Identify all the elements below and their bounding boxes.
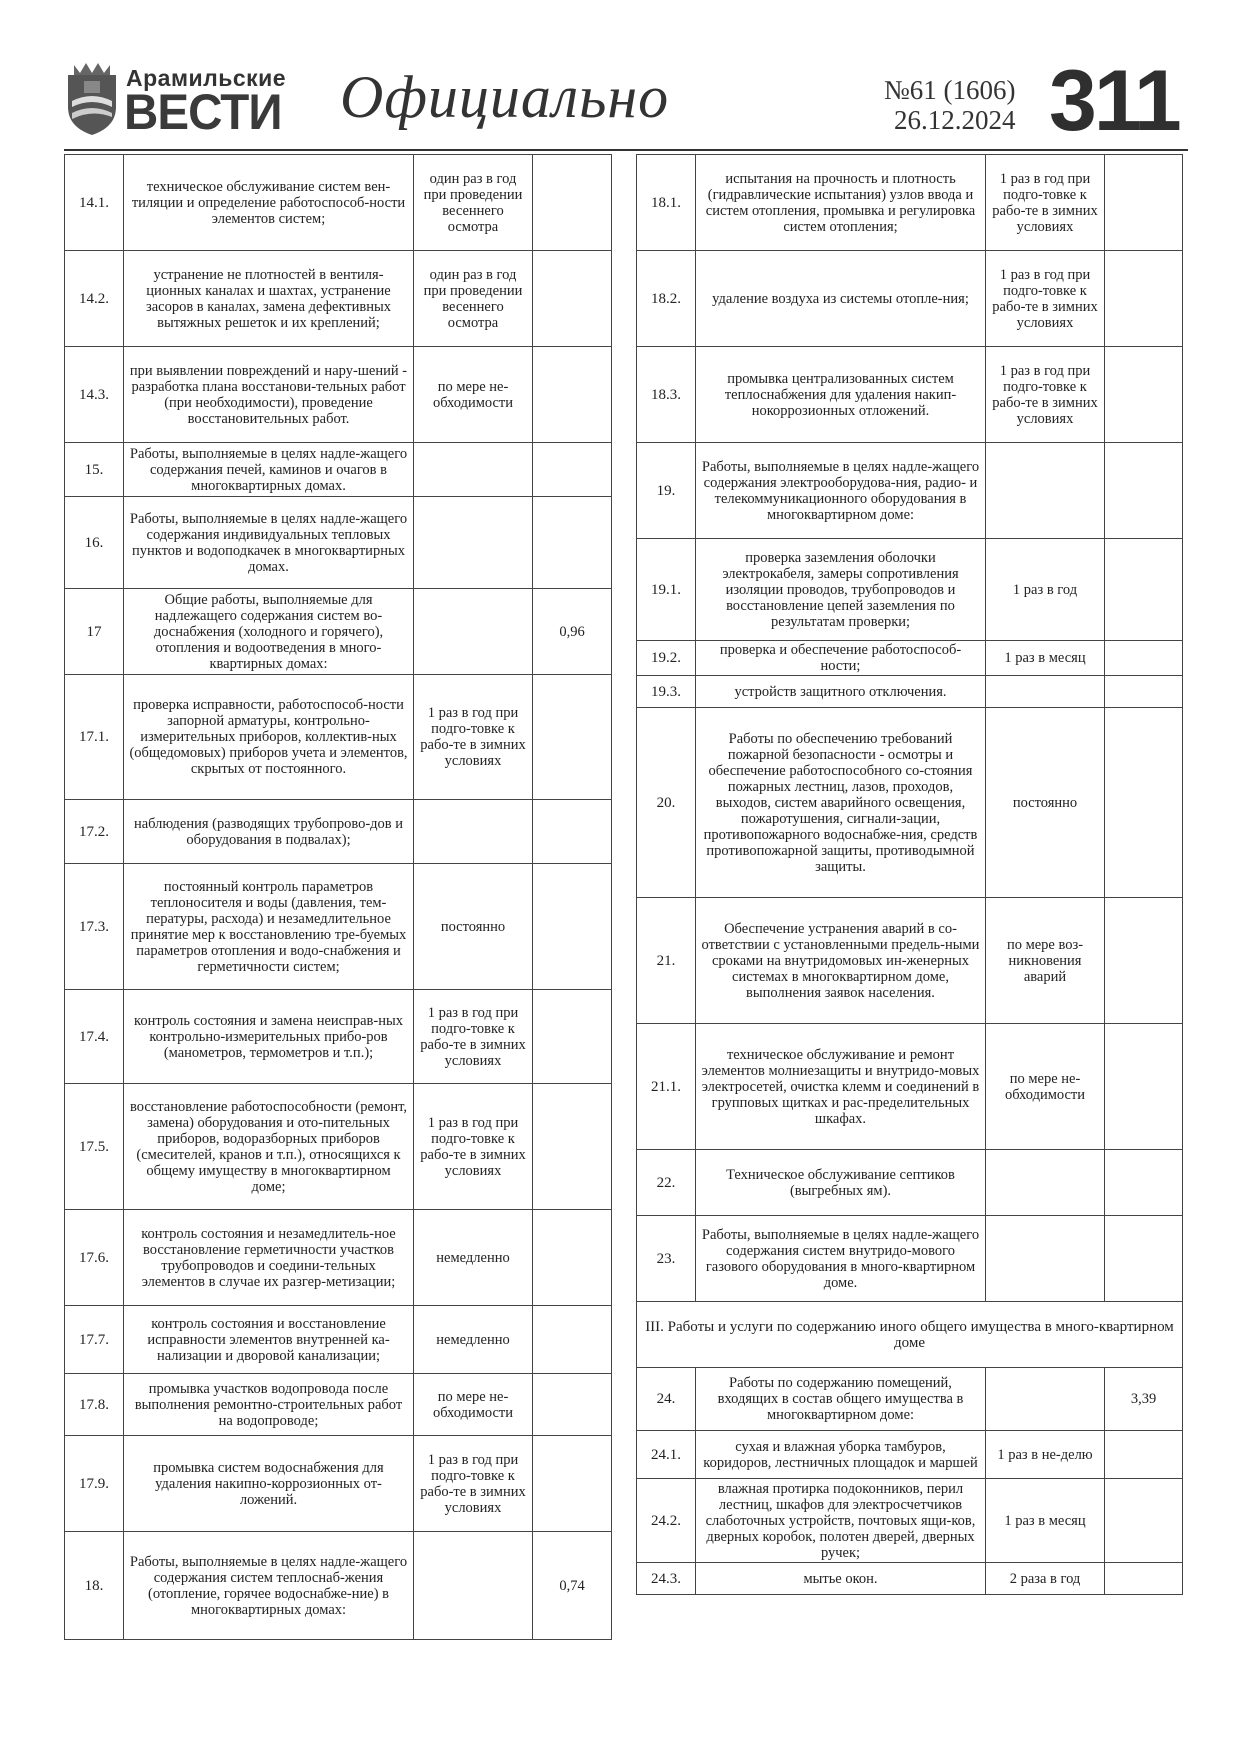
- cell-desc: мытье окон.: [696, 1563, 986, 1595]
- table-row: [65, 1210, 612, 1306]
- table-row: [65, 1084, 612, 1210]
- cell-num: 18.3.: [637, 347, 696, 443]
- cell-cost: [533, 1210, 612, 1306]
- table-row: [637, 1368, 1183, 1431]
- cell-num: 19.2.: [637, 641, 696, 676]
- cell-num: 18.: [65, 1532, 124, 1640]
- table-row: [637, 641, 1183, 676]
- cell-desc: наблюдения (разводящих трубопрово-дов и оборудования в подвалах);: [124, 800, 414, 864]
- cell-desc: при выявлении повреждений и нару-шений - разработка плана восстанови-тельных работ (при необходимости), проведение восстановительных работ.: [124, 347, 414, 443]
- cell-num: 22.: [637, 1150, 696, 1216]
- cell-desc: Работы по обеспечению требований пожарной безопасности - осмотры и обеспечение работоспособного со-стояния пожарных лестниц, лазов, проходов, выходов, систем аварийного освещения, пожаротушения, сигнали-зации, противопожарного водоснабже-ния, средств противопожарной защиты, противодымной защиты.: [696, 708, 986, 898]
- cell-cost: 0,96: [533, 589, 612, 675]
- cell-freq: один раз в год при проведении весеннего осмотра: [414, 155, 533, 251]
- table-row: [637, 1479, 1183, 1563]
- cell-num: 17.2.: [65, 800, 124, 864]
- cell-desc: Работы, выполняемые в целях надле-жащего содержания электрооборудова-ния, радио- и телекоммуникационного оборудования в многоквартирном доме:: [696, 443, 986, 539]
- table-row: [65, 347, 612, 443]
- cell-freq: [414, 1532, 533, 1640]
- cell-desc: техническое обслуживание и ремонт элементов молниезащиты и внутридо-мовых электросетей, очистка клемм и соединений в групповых щитках и рас-пределительных шкафах.: [696, 1024, 986, 1150]
- cell-freq: 1 раз в год: [986, 539, 1105, 641]
- table-row: [65, 1532, 612, 1640]
- cell-desc: Работы, выполняемые в целях надле-жащего содержания печей, каминов и очагов в многоквартирных домах.: [124, 443, 414, 497]
- table-row: [637, 1431, 1183, 1479]
- cell-num: 21.: [637, 898, 696, 1024]
- cell-desc: проверка исправности, работоспособ-ности запорной арматуры, контрольно-измерительных приборов, коллектив-ных (общедомовых) приборов учета и элементов, скрытых от постоянного.: [124, 675, 414, 800]
- cell-num: 17.4.: [65, 990, 124, 1084]
- cell-num: 17.9.: [65, 1436, 124, 1532]
- coat-of-arms-icon: [64, 61, 120, 137]
- cell-cost: [1105, 443, 1183, 539]
- cell-desc: устранение не плотностей в вентиля-ционных каналах и шахтах, устранение засоров в каналах, замена дефективных вытяжных решеток и их креплений;: [124, 251, 414, 347]
- cell-freq: 1 раз в год при подго-товке к рабо-те в зимних условиях: [414, 1084, 533, 1210]
- cell-num: 17.5.: [65, 1084, 124, 1210]
- cell-freq: немедленно: [414, 1306, 533, 1374]
- cell-desc: промывка участков водопровода после выполнения ремонтно-строительных работ на водопроводе;: [124, 1374, 414, 1436]
- cell-freq: один раз в год при проведении весеннего осмотра: [414, 251, 533, 347]
- cell-freq: [414, 497, 533, 589]
- cell-freq: 1 раз в год при подго-товке к рабо-те в зимних условиях: [414, 675, 533, 800]
- cell-num: 19.1.: [637, 539, 696, 641]
- cell-freq: по мере воз-никновения аварий: [986, 898, 1105, 1024]
- table-row: [637, 1024, 1183, 1150]
- cell-freq: [414, 443, 533, 497]
- cell-num: 18.2.: [637, 251, 696, 347]
- cell-desc: Работы, выполняемые в целях надле-жащего содержания систем внутридо-мового газового оборудования в много-квартирном доме.: [696, 1216, 986, 1302]
- cell-cost: [533, 864, 612, 990]
- cell-desc: Техническое обслуживание септиков (выгребных ям).: [696, 1150, 986, 1216]
- cell-desc: контроль состояния и восстановление исправности элементов внутренней ка-нализации и дворовой канализации;: [124, 1306, 414, 1374]
- cell-cost: [533, 347, 612, 443]
- cell-freq: постоянно: [414, 864, 533, 990]
- cell-cost: [533, 497, 612, 589]
- table-row: [65, 155, 612, 251]
- cell-desc: проверка и обеспечение работоспособ-ности;: [696, 641, 986, 676]
- cell-cost: [1105, 1563, 1183, 1595]
- cell-cost: [1105, 1216, 1183, 1302]
- cell-cost: [533, 1084, 612, 1210]
- cell-cost: [1105, 641, 1183, 676]
- cell-freq: 1 раз в месяц: [986, 1479, 1105, 1563]
- section-row: [637, 1302, 1183, 1368]
- cell-num: 17.7.: [65, 1306, 124, 1374]
- cell-cost: [533, 443, 612, 497]
- cell-num: 24.: [637, 1368, 696, 1431]
- page-header: [64, 55, 1188, 147]
- cell-num: 24.1.: [637, 1431, 696, 1479]
- cell-cost: [533, 1374, 612, 1436]
- table-row: [637, 1216, 1183, 1302]
- cell-num: 16.: [65, 497, 124, 589]
- table-row: [65, 251, 612, 347]
- table-row: [65, 443, 612, 497]
- cell-freq: постоянно: [986, 708, 1105, 898]
- cell-cost: [533, 990, 612, 1084]
- cell-num: 14.2.: [65, 251, 124, 347]
- cell-num: 19.3.: [637, 676, 696, 708]
- cell-cost: 0,74: [533, 1532, 612, 1640]
- cell-num: 17.3.: [65, 864, 124, 990]
- table-row: [65, 1436, 612, 1532]
- newspaper-logo: [64, 61, 294, 140]
- cell-desc: проверка заземления оболочки электрокабеля, замеры сопротивления изоляции проводов, трубопроводов и восстановление цепей заземления по результатам проверки;: [696, 539, 986, 641]
- cell-cost: [533, 1306, 612, 1374]
- cell-freq: 1 раз в не-делю: [986, 1431, 1105, 1479]
- cell-num: 23.: [637, 1216, 696, 1302]
- table-row: [637, 347, 1183, 443]
- table-row: [65, 1374, 612, 1436]
- cell-num: 24.2.: [637, 1479, 696, 1563]
- cell-cost: [1105, 155, 1183, 251]
- cell-freq: 1 раз в месяц: [986, 641, 1105, 676]
- table-row: [637, 251, 1183, 347]
- cell-freq: [986, 1216, 1105, 1302]
- cell-desc: контроль состояния и незамедлитель-ное восстановление герметичности участков трубопроводов и соедини-тельных элементов в случае их разгер-метизации;: [124, 1210, 414, 1306]
- table-row: [65, 990, 612, 1084]
- cell-desc: техническое обслуживание систем вен-тиляции и определение работоспособ-ности элементов систем;: [124, 155, 414, 251]
- cell-freq: по мере не-обходимости: [414, 347, 533, 443]
- logo-bottom-text: ВЕСТИ: [124, 84, 282, 140]
- cell-freq: 1 раз в год при подго-товке к рабо-те в зимних условиях: [414, 990, 533, 1084]
- cell-desc: Работы, выполняемые в целях надле-жащего содержания систем теплоснаб-жения (отопление, горячее водоснабже-ние) в многоквартирных домах:: [124, 1532, 414, 1640]
- cell-freq: [986, 676, 1105, 708]
- cell-desc: восстановление работоспособности (ремонт, замена) оборудования и ото-пительных приборов, водоразборных приборов (смесителей, кранов и т.п.), относящихся к общему имуществу в многоквартирном доме;: [124, 1084, 414, 1210]
- cell-desc: сухая и влажная уборка тамбуров, коридоров, лестничных площадок и маршей: [696, 1431, 986, 1479]
- table-row: [65, 1306, 612, 1374]
- cell-cost: [1105, 1479, 1183, 1563]
- cell-cost: 3,39: [1105, 1368, 1183, 1431]
- table-row: [637, 708, 1183, 898]
- table-row: [637, 443, 1183, 539]
- cell-freq: 2 раза в год: [986, 1563, 1105, 1595]
- cell-cost: [1105, 1024, 1183, 1150]
- cell-freq: [986, 443, 1105, 539]
- section-title: Официально: [340, 64, 670, 130]
- cell-num: 17.8.: [65, 1374, 124, 1436]
- cell-desc: Работы по содержанию помещений, входящих в состав общего имущества в многоквартирном доме:: [696, 1368, 986, 1431]
- cell-cost: [1105, 898, 1183, 1024]
- cell-desc: промывка систем водоснабжения для удаления накипно-коррозионных от-ложений.: [124, 1436, 414, 1532]
- cell-cost: [1105, 708, 1183, 898]
- cell-desc: устройств защитного отключения.: [696, 676, 986, 708]
- cell-num: 19.: [637, 443, 696, 539]
- cell-num: 14.3.: [65, 347, 124, 443]
- cell-desc: удаление воздуха из системы отопле-ния;: [696, 251, 986, 347]
- cell-freq: [986, 1150, 1105, 1216]
- table-row: [637, 539, 1183, 641]
- table-row: [65, 497, 612, 589]
- table-row: [65, 589, 612, 675]
- cell-desc: промывка централизованных систем теплоснабжения для удаления накип-нокоррозионных отложений.: [696, 347, 986, 443]
- cell-desc: постоянный контроль параметров теплоносителя и воды (давления, тем-пературы, расхода) и незамедлительное принятие мер к восстановлению тре-буемых параметров отопления и водо-снабжения и герметичности систем;: [124, 864, 414, 990]
- cell-freq: [414, 589, 533, 675]
- header-rule: [64, 149, 1188, 151]
- table-row: [65, 864, 612, 990]
- cell-num: 17: [65, 589, 124, 675]
- cell-cost: [533, 251, 612, 347]
- cell-cost: [1105, 251, 1183, 347]
- issue-date: 26.12.2024: [894, 105, 1016, 135]
- table-row: [65, 800, 612, 864]
- page-number: 311: [1049, 53, 1179, 149]
- table-row: [65, 675, 612, 800]
- cell-cost: [533, 675, 612, 800]
- logo-top-text: Арамильские: [126, 65, 287, 91]
- table-row: [637, 155, 1183, 251]
- table-row: [637, 1150, 1183, 1216]
- cell-num: 18.1.: [637, 155, 696, 251]
- cell-freq: 1 раз в год при подго-товке к рабо-те в зимних условиях: [986, 347, 1105, 443]
- cell-num: 20.: [637, 708, 696, 898]
- cell-freq: 1 раз в год при подго-товке к рабо-те в зимних условиях: [986, 155, 1105, 251]
- cell-cost: [1105, 676, 1183, 708]
- right-table: [636, 154, 1183, 1595]
- cell-cost: [1105, 347, 1183, 443]
- issue-number: №61 (1606): [884, 75, 1016, 105]
- cell-cost: [533, 1436, 612, 1532]
- cell-freq: [986, 1368, 1105, 1431]
- cell-num: 17.6.: [65, 1210, 124, 1306]
- cell-freq: 1 раз в год при подго-товке к рабо-те в зимних условиях: [986, 251, 1105, 347]
- cell-desc: испытания на прочность и плотность (гидравлические испытания) узлов ввода и систем отопления, промывка и регулировка систем отопления;: [696, 155, 986, 251]
- cell-cost: [1105, 539, 1183, 641]
- cell-num: 24.3.: [637, 1563, 696, 1595]
- table-row: [637, 676, 1183, 708]
- left-table: [64, 154, 612, 1640]
- cell-desc: Общие работы, выполняемые для надлежащего содержания систем во-доснабжения (холодного и горячего), отопления и водоотведения в много-квартирных домах:: [124, 589, 414, 675]
- cell-num: 14.1.: [65, 155, 124, 251]
- cell-freq: по мере не-обходимости: [986, 1024, 1105, 1150]
- cell-cost: [1105, 1431, 1183, 1479]
- issue-info: [884, 75, 1016, 135]
- table-row: [637, 1563, 1183, 1595]
- cell-freq: немедленно: [414, 1210, 533, 1306]
- cell-freq: 1 раз в год при подго-товке к рабо-те в зимних условиях: [414, 1436, 533, 1532]
- cell-desc: влажная протирка подоконников, перил лестниц, шкафов для электросчетчиков слаботочных устройств, почтовых ящи-ков, дверных коробок, полотен дверей, дверных ручек;: [696, 1479, 986, 1563]
- cell-freq: по мере не-обходимости: [414, 1374, 533, 1436]
- cell-desc: Работы, выполняемые в целях надле-жащего содержания индивидуальных тепловых пунктов и водоподкачек в многоквартирных домах.: [124, 497, 414, 589]
- table-row: [637, 898, 1183, 1024]
- section-heading: III. Работы и услуги по содержанию иного общего имущества в много-квартирном доме: [637, 1302, 1183, 1368]
- cell-freq: [414, 800, 533, 864]
- cell-cost: [1105, 1150, 1183, 1216]
- cell-desc: Обеспечение устранения аварий в со-ответствии с установленными предель-ными сроками на внутридомовых ин-женерных системах в многоквартирном доме, выполнения заявок населения.: [696, 898, 986, 1024]
- cell-cost: [533, 155, 612, 251]
- cell-num: 21.1.: [637, 1024, 696, 1150]
- cell-num: 17.1.: [65, 675, 124, 800]
- cell-cost: [533, 800, 612, 864]
- cell-num: 15.: [65, 443, 124, 497]
- cell-desc: контроль состояния и замена неисправ-ных контрольно-измерительных прибо-ров (манометров, термометров и т.п.);: [124, 990, 414, 1084]
